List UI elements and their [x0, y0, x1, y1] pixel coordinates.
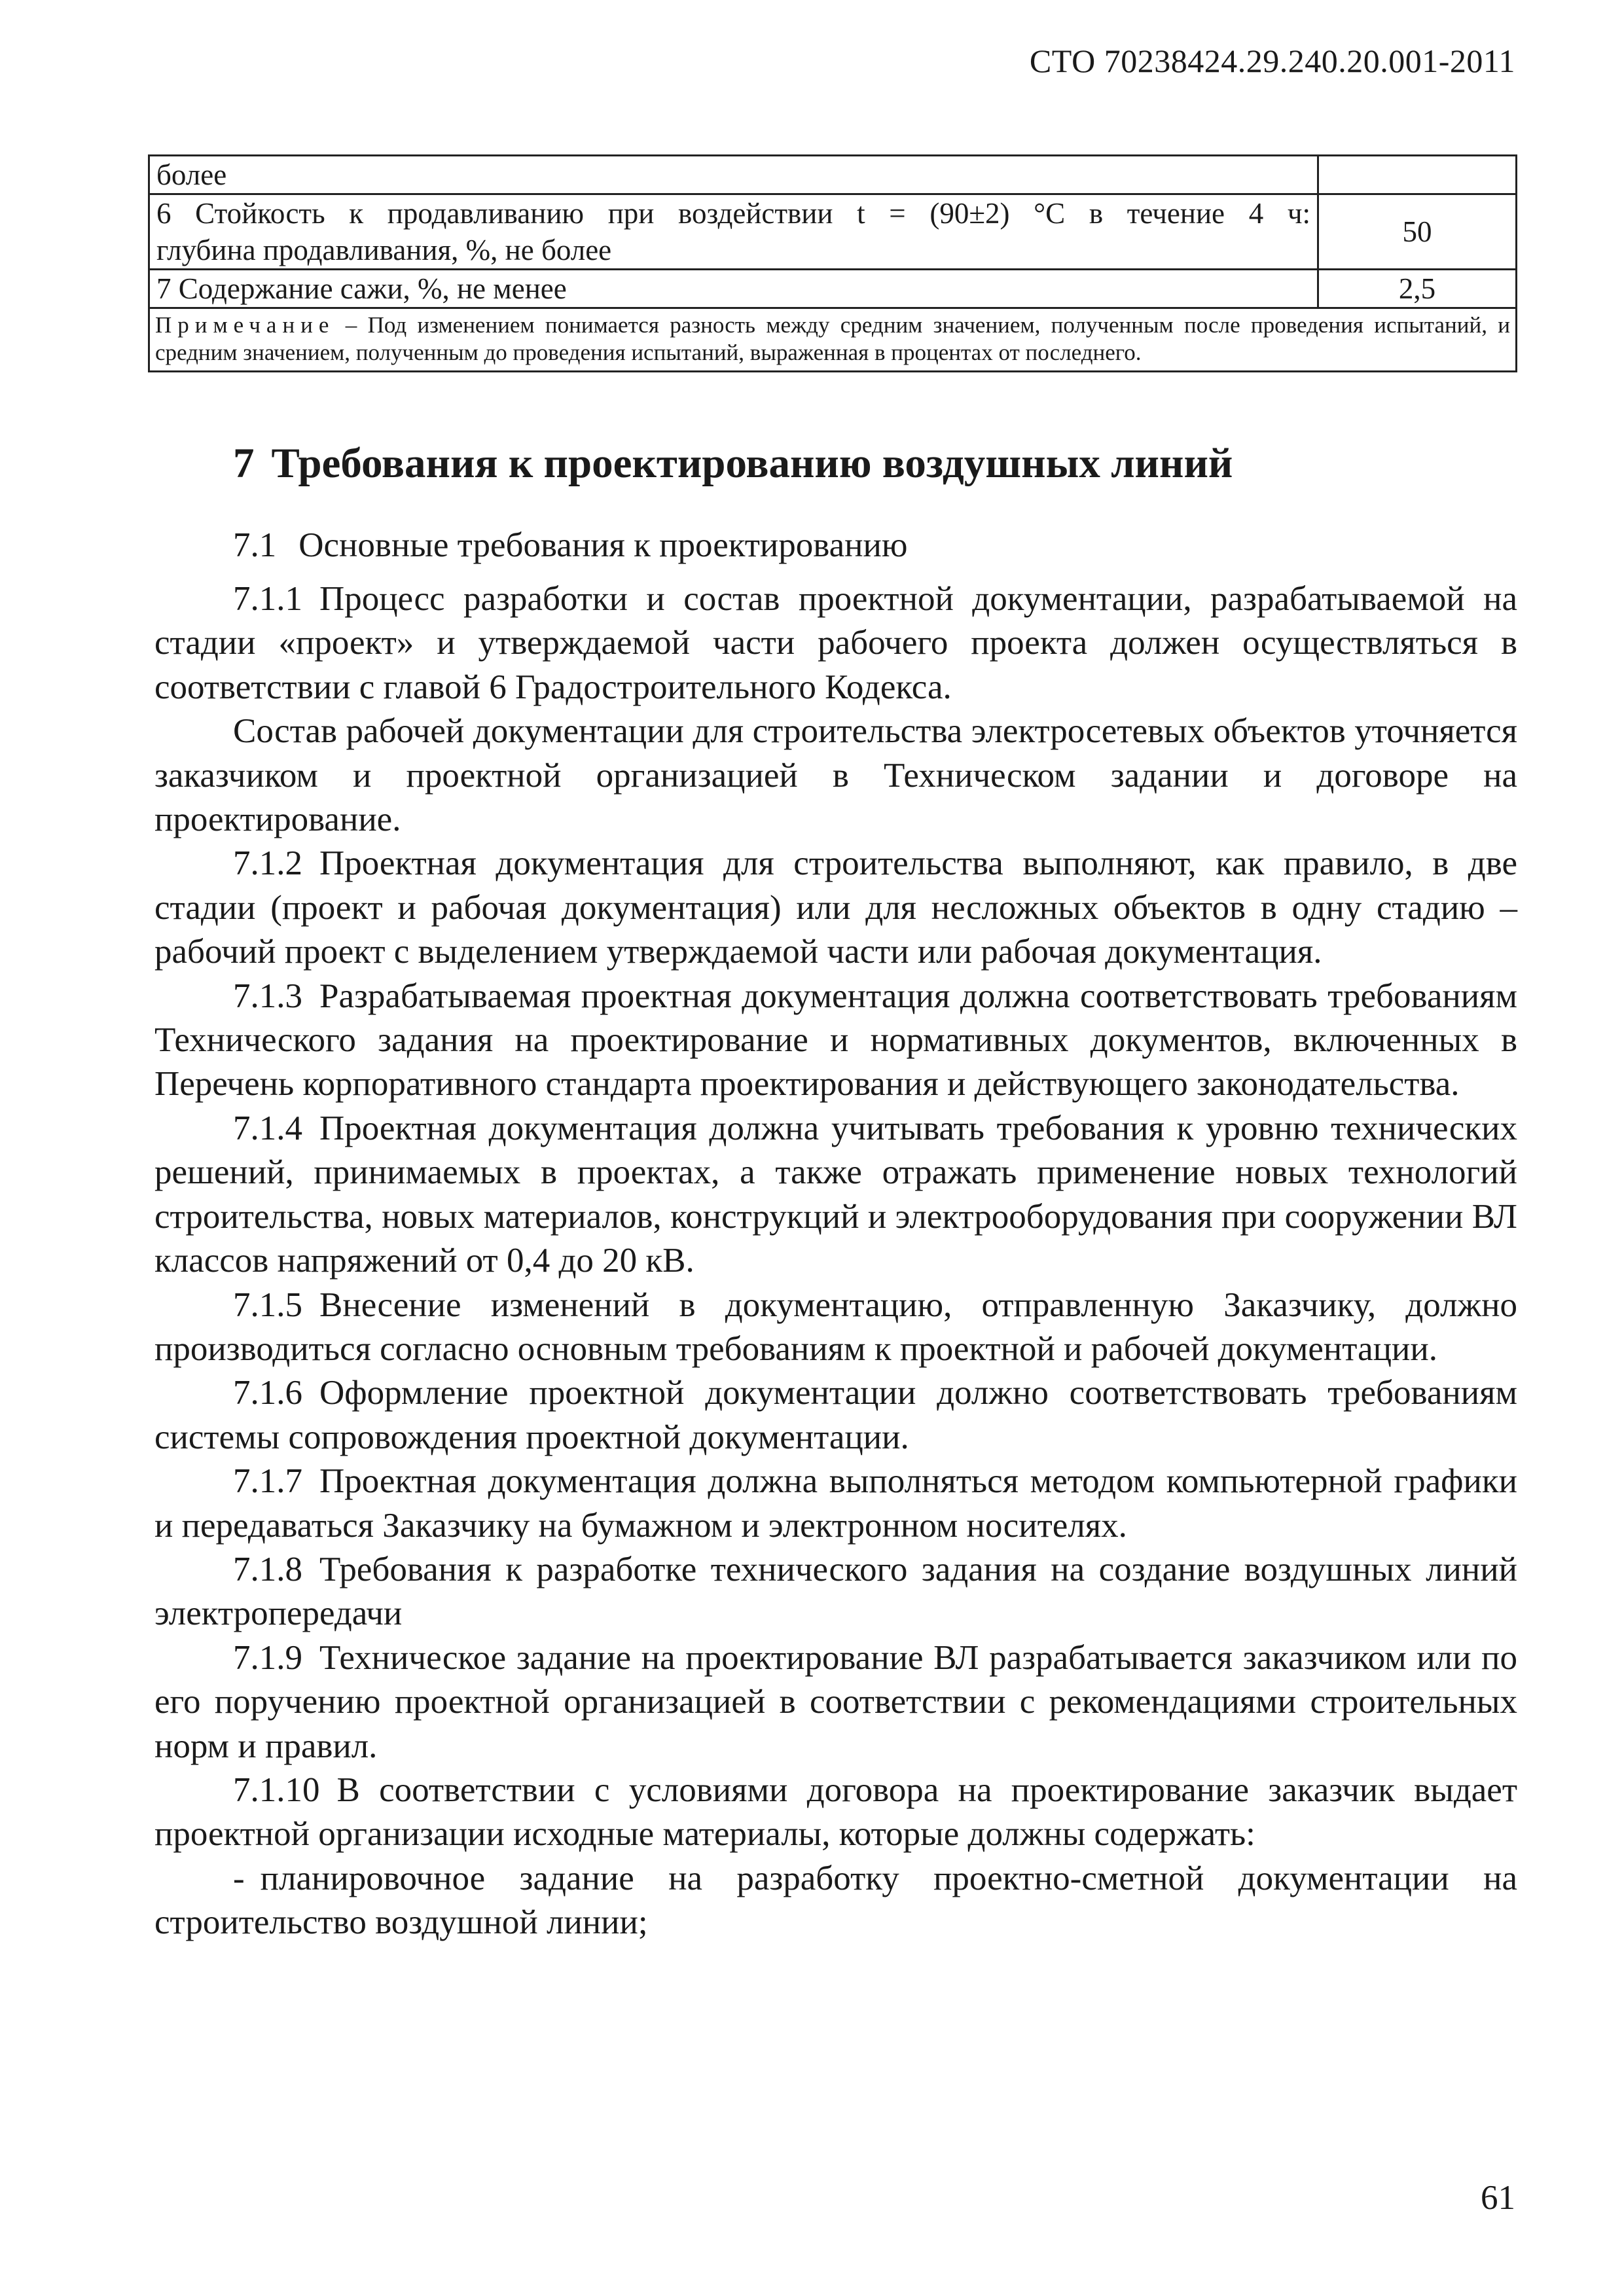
table-cell-label: 7 Содержание сажи, %, не менее	[149, 270, 1318, 308]
table-row	[149, 232, 1517, 270]
table-cell-value	[1318, 156, 1517, 194]
table-note	[149, 308, 1517, 372]
paragraph-text: Внесение изменений в документацию, отправленную Заказчику, должно производиться согласно основным требованиям к проектной и рабочей документации.	[154, 1285, 1517, 1368]
specification-table	[148, 154, 1517, 372]
table-row	[149, 270, 1517, 308]
subsection-number: 7.1	[233, 526, 277, 564]
paragraph-text: Проектная документация должна выполняться методом компьютерной графики и передаваться Заказчику на бумажном и электронном носителях.	[154, 1462, 1517, 1545]
paragraph-text: Оформление проектной документации должно соответствовать требованиям системы сопровождения проектной документации.	[154, 1374, 1517, 1456]
paragraph-text: В соответствии с условиями договора на проектирование заказчик выдает проектной организации исходные материалы, которые должны содержать:	[154, 1770, 1517, 1854]
table-row	[149, 194, 1517, 232]
paragraph	[154, 975, 1517, 1107]
table-cell-value: 2,5	[1318, 270, 1517, 308]
section-title: Требования к проектированию воздушных линий	[271, 440, 1233, 487]
list-item-text: планировочное задание на разработку проектно-сметной документации на строительство воздушной линии;	[154, 1859, 1517, 1942]
paragraph-text: Процесс разработки и состав проектной документации, разрабатываемой на стадии «проект» и утверждаемой части рабочего проекта должен осуществляться в соответствии с главой 6 Градостроительного Кодекса.	[154, 580, 1517, 706]
note-text: – Под изменением понимается разность между средним значением, полученным после проведения испытаний, и средним значением, полученным до проведения испытаний, выраженная в процентах от последнего.	[155, 312, 1510, 365]
table-cell-value: 50	[1318, 194, 1517, 270]
paragraph	[154, 1371, 1517, 1460]
paragraph	[154, 842, 1517, 974]
clause-number: 7.1.5	[233, 1285, 302, 1324]
subsection-heading	[233, 524, 907, 567]
paragraph	[154, 1636, 1517, 1768]
paragraph-text: Проектная документация должна учитывать требования к уровню технических решений, принимаемых в проектах, а также отражать применение новых технологий строительства, новых материалов, конструкций и электрооборудования при сооружении ВЛ классов напряжений от 0,4 до 20 кВ.	[154, 1109, 1517, 1280]
table-note-row	[149, 308, 1517, 372]
table-cell-label: 6 Стойкость к продавливанию при воздействии t = (90±2) °С в течение 4 ч:	[149, 194, 1318, 232]
clause-number: 7.1.2	[233, 844, 302, 883]
clause-number: 7.1.6	[233, 1374, 302, 1412]
page-number: 61	[1481, 2179, 1515, 2217]
clause-number: 7.1.8	[233, 1550, 302, 1588]
paragraph-text: Техническое задание на проектирование ВЛ разрабатывается заказчиком или по его поручению проектной организацией в соответствии с рекомендациями строительных норм и правил.	[154, 1638, 1517, 1765]
section-heading	[233, 437, 1517, 490]
clause-number: 7.1.1	[233, 580, 302, 618]
paragraph	[154, 709, 1517, 842]
paragraph-text: Проектная документация для строительства выполняют, как правило, в две стадии (проект и рабочая документация) или для несложных объектов в одну стадию – рабочий проект с выделением утверждаемой части или рабочая документация.	[154, 844, 1517, 971]
paragraph-text: Состав рабочей документации для строительства электросетевых объектов уточняется заказчиком и проектной организацией в Техническом задании и договоре на проектирование.	[154, 712, 1517, 839]
clause-number: 7.1.7	[233, 1462, 302, 1501]
clause-number: 7.1.10	[233, 1770, 320, 1809]
clause-number: 7.1.3	[233, 977, 302, 1015]
paragraph-text: Разрабатываемая проектная документация должна соответствовать требованиям Технического задания на проектирование и нормативных документов, включенных в Перечень корпоративного стандарта проектирования и действующего законодательства.	[154, 977, 1517, 1103]
body-text	[154, 577, 1517, 1945]
paragraph	[154, 1768, 1517, 1857]
section-number: 7	[233, 440, 255, 487]
table-row	[149, 156, 1517, 194]
list-item	[154, 1857, 1517, 1945]
clause-number: 7.1.4	[233, 1109, 302, 1147]
document-code: СТО 70238424.29.240.20.001-2011	[1029, 43, 1515, 79]
paragraph	[154, 1283, 1517, 1372]
table-cell-label: глубина продавливания, %, не более	[149, 232, 1318, 270]
clause-number: 7.1.9	[233, 1638, 302, 1677]
note-label: Примечание	[155, 312, 335, 338]
paragraph	[154, 1460, 1517, 1548]
table-cell-label: более	[149, 156, 1318, 194]
paragraph-text: Требования к разработке технического задания на создание воздушных линий электропередачи	[154, 1550, 1517, 1633]
subsection-title: Основные требования к проектированию	[298, 526, 908, 564]
paragraph	[154, 1107, 1517, 1283]
paragraph	[154, 1548, 1517, 1636]
list-bullet: -	[233, 1859, 245, 1897]
paragraph	[154, 577, 1517, 709]
